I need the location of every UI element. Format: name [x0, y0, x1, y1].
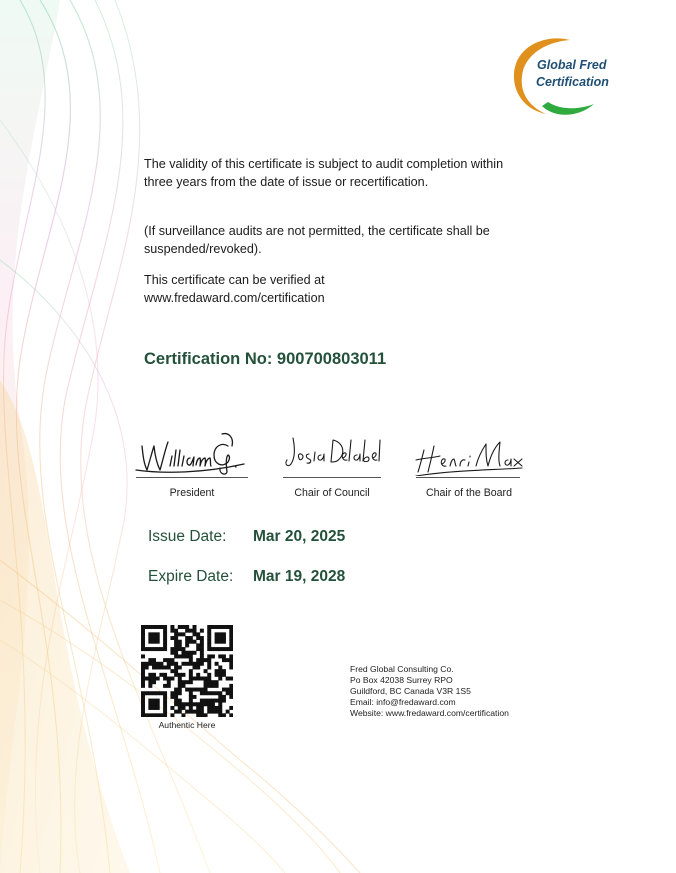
verification-url: www.fredaward.com/certification — [144, 290, 325, 305]
logo-text-line-1: Global Fred — [537, 58, 607, 72]
expire-date-value: Mar 19, 2028 — [253, 568, 346, 585]
qr-code[interactable] — [141, 625, 233, 717]
signature-title-president: President — [169, 487, 215, 499]
signature-block-chair-of-board — [414, 430, 524, 502]
signature-title-chair-of-board: Chair of the Board — [426, 487, 512, 499]
issue-date-label: Issue Date: — [148, 528, 227, 545]
global-fred-certification-logo — [508, 36, 612, 120]
verification-text: This certificate can be verified at — [144, 273, 325, 287]
surveillance-paragraph: (If surveillance audits are not permitted, the certificate shall be suspended/revoked). — [144, 224, 490, 256]
address-po-box: Po Box 42038 Surrey RPO — [350, 675, 453, 686]
signature-josia-delabel — [281, 430, 383, 476]
logo-text-line-2: Certification — [536, 75, 609, 89]
signature-block-chair-of-council — [281, 430, 383, 502]
signature-line — [283, 477, 381, 478]
address-company: Fred Global Consulting Co. — [350, 664, 454, 674]
validity-paragraph: The validity of this certificate is subject to audit completion within three years from the date of issue or recertification. — [144, 157, 504, 189]
signature-henri-max — [414, 430, 524, 476]
signature-block-president — [134, 430, 250, 502]
signature-line — [136, 477, 248, 478]
qr-caption: Authentic Here — [158, 720, 216, 730]
address-website: Website: www.fredaward.com/certification — [350, 708, 509, 719]
signature-william-g — [134, 430, 250, 476]
signature-title-chair-of-council: Chair of Council — [294, 487, 370, 499]
verification-paragraph — [144, 272, 504, 307]
certification-number: Certification No: 900700803011 — [144, 350, 387, 368]
company-address — [350, 664, 509, 719]
expire-date-label: Expire Date: — [148, 568, 234, 585]
address-email: Email: info@fredaward.com — [350, 697, 456, 708]
issue-date-value: Mar 20, 2025 — [253, 528, 346, 545]
address-city: Guildford, BC Canada V3R 1S5 — [350, 686, 471, 697]
signature-line — [416, 477, 520, 478]
